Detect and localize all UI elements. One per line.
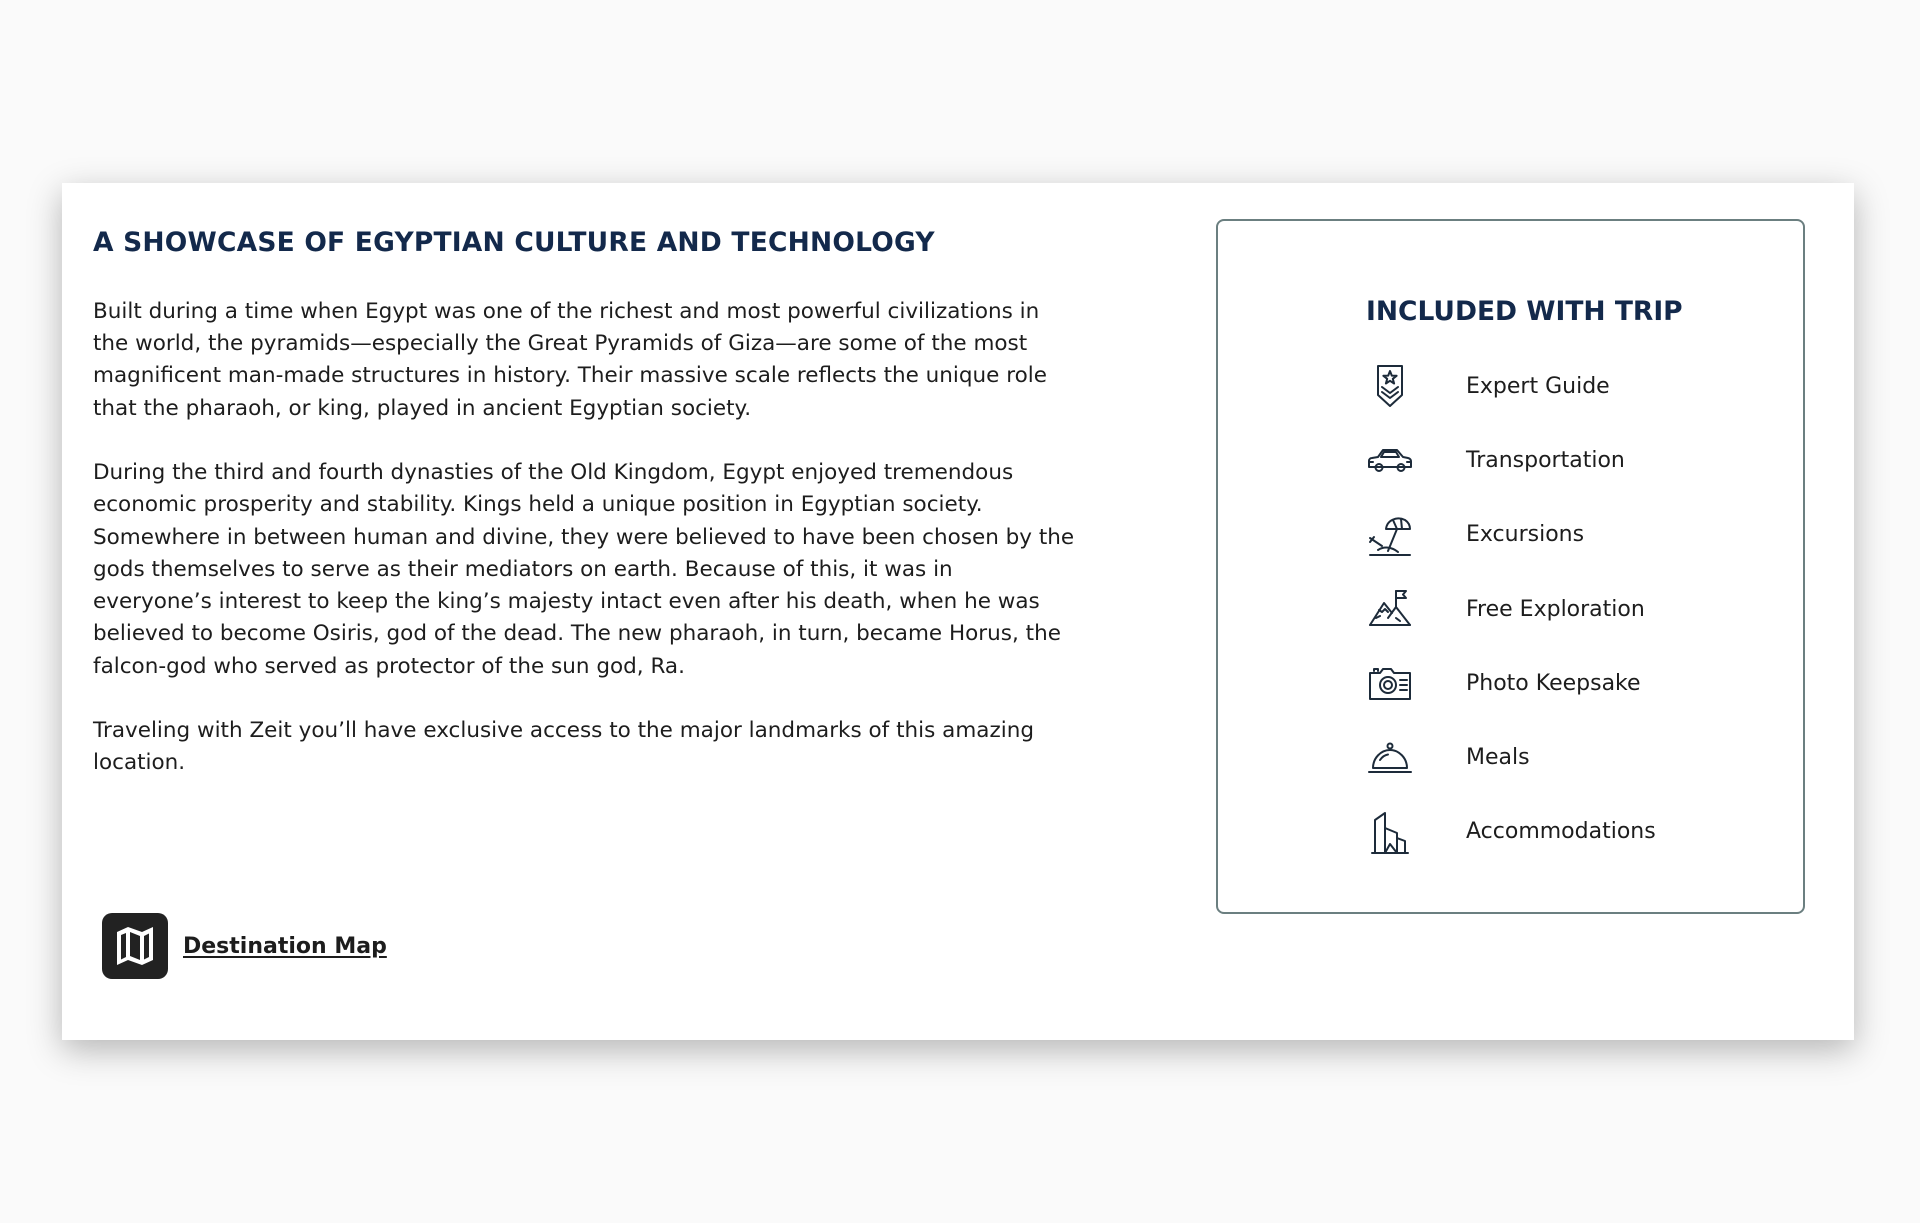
list-item [1366, 572, 1656, 646]
food-cloche-icon [1366, 734, 1414, 782]
destination-map-label[interactable]: Destination Map [183, 933, 387, 959]
camera-icon [1366, 659, 1414, 707]
included-item-label: Transportation [1466, 447, 1625, 473]
included-with-trip-panel [1216, 219, 1805, 914]
list-item [1366, 720, 1656, 794]
article [93, 227, 1093, 780]
beach-umbrella-icon [1366, 511, 1414, 559]
mountain-flag-icon [1366, 585, 1414, 633]
list-item [1366, 423, 1656, 497]
folded-map-icon[interactable] [102, 913, 168, 979]
list-item [1366, 349, 1656, 423]
guide-badge-icon [1366, 362, 1414, 410]
list-item [1366, 646, 1656, 720]
car-icon [1366, 436, 1414, 484]
destination-map-link[interactable] [102, 913, 387, 979]
list-item [1366, 795, 1656, 869]
included-item-label: Free Exploration [1466, 596, 1645, 622]
list-item [1366, 498, 1656, 572]
article-paragraph: During the third and fourth dynasties of the Old Kingdom, Egypt enjoyed tremendous economic prosperity and stability. Kings held a unique position in Egyptian society. Somewhere in between human and divine, they were believed to have been chosen by the gods themselves to serve as their mediators on earth. Because of this, it was in everyone’s interest to keep the king’s majesty intact even after his death, when he was believed to become Osiris, god of the dead. The new pharaoh, in turn, became Horus, the falcon-god who served as protector of the sun god, Ra. [93, 459, 1075, 679]
included-item-label: Photo Keepsake [1466, 670, 1641, 696]
included-title: INCLUDED WITH TRIP [1366, 296, 1683, 327]
included-item-label: Expert Guide [1466, 373, 1610, 399]
included-list [1366, 349, 1656, 869]
article-title: A SHOWCASE OF EGYPTIAN CULTURE AND TECHNOLOGY [93, 227, 935, 258]
included-item-label: Excursions [1466, 522, 1585, 548]
article-paragraph: Built during a time when Egypt was one of the richest and most powerful civilizations in the world, the pyramids—especially the Great Pyramids of Giza—are some of the most magnificent man-made structures in history. Their massive scale reflects the unique role that the pharaoh, or king, played in ancient Egyptian society. [93, 298, 1047, 421]
buildings-icon [1366, 808, 1414, 856]
content-card [62, 183, 1854, 1040]
included-item-label: Accommodations [1466, 819, 1656, 845]
article-paragraph: Traveling with Zeit you’ll have exclusive access to the major landmarks of this amazing location. [93, 718, 1034, 776]
included-item-label: Meals [1466, 745, 1530, 771]
